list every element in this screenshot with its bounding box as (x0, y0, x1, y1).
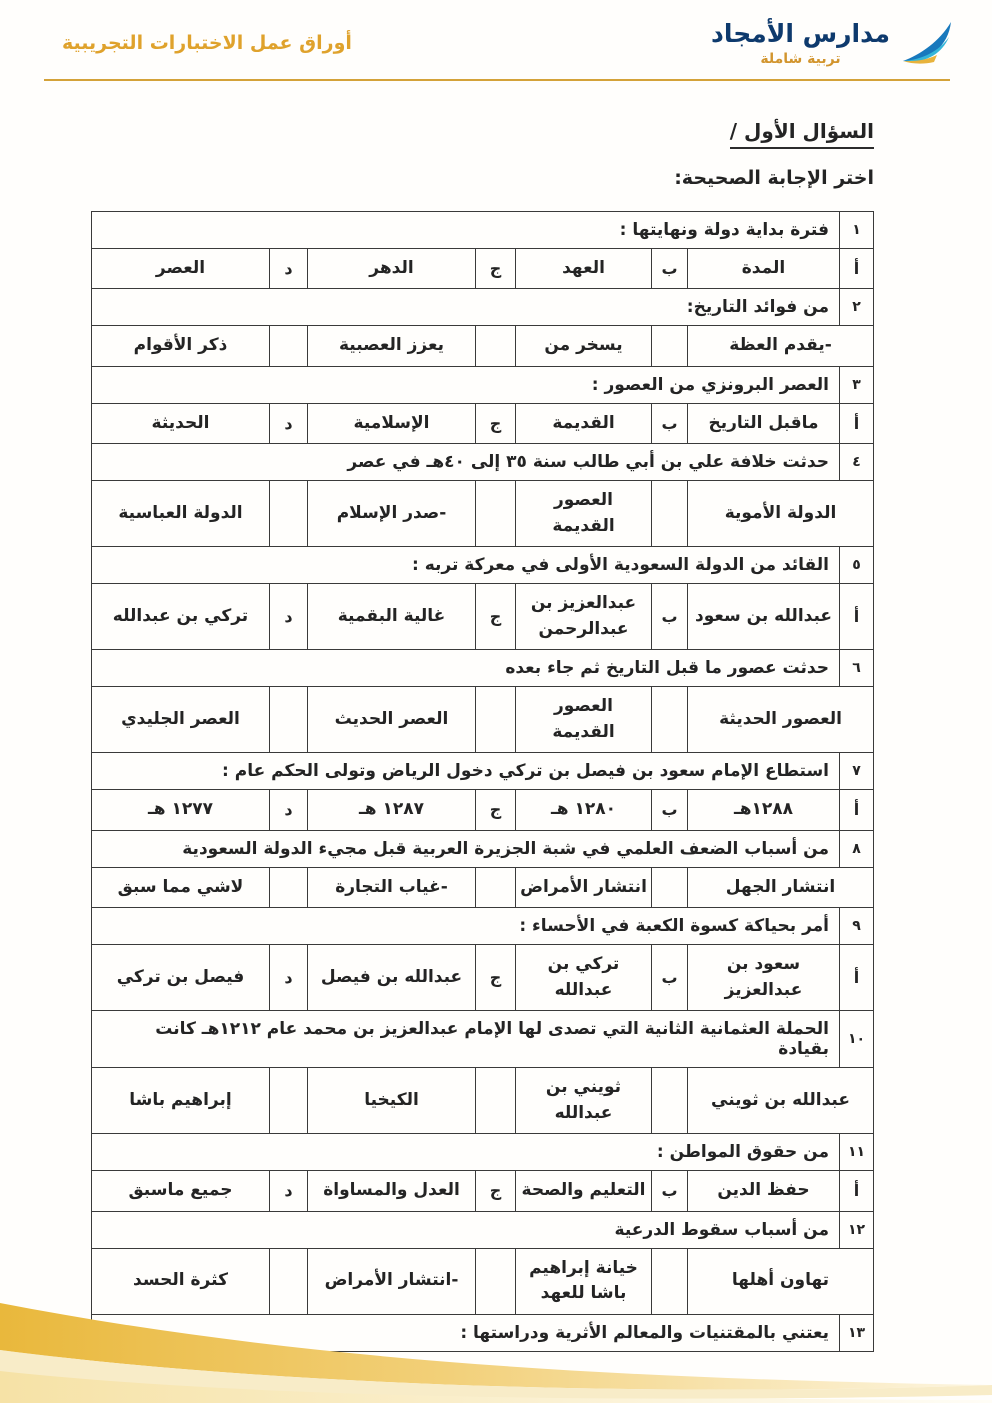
question-row (91, 650, 873, 687)
option-letter: ج (476, 403, 516, 444)
question-number: ٢ (840, 289, 874, 326)
option-letter: د (270, 248, 308, 289)
section-heading: السؤال الأول / (730, 119, 874, 149)
option-letter: ب (652, 1171, 688, 1212)
answers-row (91, 1068, 873, 1134)
option-text: عبدالعزيز بن عبدالرحمن (516, 584, 652, 650)
question-number: ٤ (840, 444, 874, 481)
option-text: التعليم والصحة (516, 1171, 652, 1212)
option-separator (270, 687, 308, 753)
option-letter: ب (652, 790, 688, 831)
option-text: العصر الجليدي (91, 687, 269, 753)
option-letter: أ (840, 945, 874, 1011)
option-separator (270, 867, 308, 908)
option-letter: ب (652, 945, 688, 1011)
answers-row (91, 481, 873, 547)
question-text: فترة بداية دولة ونهايتها : (91, 211, 839, 248)
question-number: ٥ (840, 547, 874, 584)
option-text: -غياب التجارة (308, 867, 476, 908)
question-row (91, 444, 873, 481)
school-tagline: تربية شاملة (760, 50, 841, 67)
question-row (91, 366, 873, 403)
option-text: جميع ماسبق (91, 1171, 269, 1212)
answers-row (91, 687, 873, 753)
option-text: لاشي مما سبق (91, 867, 269, 908)
option-text: -يقدم العظة (688, 326, 874, 367)
option-letter: ج (476, 1171, 516, 1212)
option-text: العدل والمساواة (308, 1171, 476, 1212)
answers-row (91, 326, 873, 367)
option-text: ١٢٨٧ هـ (308, 790, 476, 831)
question-row (91, 908, 873, 945)
option-text: خيانة إبراهيم باشا للعهد (516, 1248, 652, 1314)
question-row (91, 830, 873, 867)
footer-gold-wave-decoration (0, 1253, 992, 1403)
question-number: ١ (840, 211, 874, 248)
questions-table-body (91, 211, 873, 1351)
option-letter: ب (652, 248, 688, 289)
option-separator (652, 326, 688, 367)
question-text: من حقوق المواطن : (91, 1134, 839, 1171)
option-text: العصر (91, 248, 269, 289)
option-letter: د (270, 945, 308, 1011)
option-letter: د (270, 403, 308, 444)
question-number: ١٣ (840, 1314, 874, 1351)
question-number: ٦ (840, 650, 874, 687)
option-separator (476, 867, 516, 908)
answers-row (91, 403, 873, 444)
option-text: المدة (688, 248, 840, 289)
option-text: عبدالله بن ثويني (688, 1068, 874, 1134)
answers-row (91, 945, 873, 1011)
option-text: عبدالله بن سعود (688, 584, 840, 650)
option-text: العصر الحديث (308, 687, 476, 753)
option-text: فيصل بن تركي (91, 945, 269, 1011)
option-text: العصور الحديثة (688, 687, 874, 753)
question-number: ٨ (840, 830, 874, 867)
option-letter: ج (476, 790, 516, 831)
option-separator (476, 1068, 516, 1134)
option-separator (652, 1068, 688, 1134)
answers-row (91, 1171, 873, 1212)
option-separator (652, 687, 688, 753)
option-text: ماقبل التاريخ (688, 403, 840, 444)
question-text: أمر بحياكة كسوة الكعبة في الأحساء : (91, 908, 839, 945)
option-text: الحديثة (91, 403, 269, 444)
question-text: القائد من الدولة السعودية الأولى في معركة تربه : (91, 547, 839, 584)
option-letter: د (270, 790, 308, 831)
option-text: الكيخيا (308, 1068, 476, 1134)
question-number: ١٢ (840, 1211, 874, 1248)
question-row (91, 1134, 873, 1171)
option-text: تركي بن عبدالله (516, 945, 652, 1011)
option-text: العصور القديمة (516, 481, 652, 547)
question-row (91, 289, 873, 326)
option-letter: أ (840, 403, 874, 444)
questions-table (91, 211, 874, 1352)
instruction-text: اختر الإجابة الصحيحة: (674, 166, 874, 189)
option-letter: أ (840, 248, 874, 289)
option-text: يسخر من (516, 326, 652, 367)
option-text: -صدر الإسلام (308, 481, 476, 547)
option-text: العهد (516, 248, 652, 289)
question-number: ٧ (840, 753, 874, 790)
question-number: ٩ (840, 908, 874, 945)
question-text: من أسباب سقوط الدرعية (91, 1211, 839, 1248)
answers-row (91, 248, 873, 289)
option-text: يعزز العصبية (308, 326, 476, 367)
option-text: انتشار الجهل (688, 867, 874, 908)
option-text: إبراهيم باشا (91, 1068, 269, 1134)
option-text: انتشار الأمراض (516, 867, 652, 908)
question-text: الحملة العثمانية الثانية التي تصدى لها الإمام عبدالعزيز بن محمد عام ١٢١٢هـ كانت بقيادة (91, 1011, 839, 1068)
answers-row (91, 584, 873, 650)
school-logo (711, 20, 954, 67)
question-text: من أسباب الضعف العلمي في شبة الجزيرة العربية قبل مجيء الدولة السعودية (91, 830, 839, 867)
page-header (0, 0, 992, 71)
question-row (91, 1011, 873, 1068)
option-text: تهاون أهلها (688, 1248, 874, 1314)
answers-row (91, 790, 873, 831)
option-text: ١٢٧٧ هـ (91, 790, 269, 831)
option-text: ثويني بن عبدالله (516, 1068, 652, 1134)
option-text: الدولة الأموية (688, 481, 874, 547)
question-number: ١١ (840, 1134, 874, 1171)
option-text: الإسلامية (308, 403, 476, 444)
option-letter: ج (476, 248, 516, 289)
option-text: ١٢٨٨هـ (688, 790, 840, 831)
question-text: من فوائد التاريخ: (91, 289, 839, 326)
school-logo-text (711, 20, 890, 67)
option-separator (476, 687, 516, 753)
question-number: ٣ (840, 366, 874, 403)
question-number: ١٠ (840, 1011, 874, 1068)
option-text: كثرة الحسد (91, 1248, 269, 1314)
option-text: ١٢٨٠ هـ (516, 790, 652, 831)
question-text: يعتني بالمقتنيات والمعالم الأثرية ودراستها : (91, 1314, 839, 1351)
option-letter: ج (476, 584, 516, 650)
option-text: غالية البقمية (308, 584, 476, 650)
option-separator (476, 326, 516, 367)
option-text: العصور القديمة (516, 687, 652, 753)
worksheet-body (0, 81, 992, 1352)
sail-swoosh-icon (900, 20, 954, 66)
option-text: -انتشار الأمراض (308, 1248, 476, 1314)
option-text: الدولة العباسية (91, 481, 269, 547)
option-text: القديمة (516, 403, 652, 444)
option-letter: د (270, 1171, 308, 1212)
option-letter: د (270, 584, 308, 650)
option-letter: ج (476, 945, 516, 1011)
option-text: حفظ الدين (688, 1171, 840, 1212)
answers-row (91, 867, 873, 908)
option-text: تركي بن عبدالله (91, 584, 269, 650)
option-separator (652, 481, 688, 547)
option-letter: ب (652, 584, 688, 650)
document-title: أوراق عمل الاختبارات التجريبية (62, 32, 352, 55)
option-letter: أ (840, 1171, 874, 1212)
question-text: استطاع الإمام سعود بن فيصل بن تركي دخول الرياض وتولى الحكم عام : (91, 753, 839, 790)
option-letter: ب (652, 403, 688, 444)
option-text: عبدالله بن فيصل (308, 945, 476, 1011)
question-row (91, 1211, 873, 1248)
option-text: الدهر (308, 248, 476, 289)
option-letter: أ (840, 584, 874, 650)
option-separator (270, 1068, 308, 1134)
question-row (91, 753, 873, 790)
school-name: مدارس الأمجاد (711, 19, 890, 48)
option-text: ذكر الأقوام (91, 326, 269, 367)
option-letter: أ (840, 790, 874, 831)
option-text: سعود بن عبدالعزيز (688, 945, 840, 1011)
option-separator (476, 481, 516, 547)
question-text: حدثت خلافة علي بن أبي طالب سنة ٣٥ إلى ٤٠هـ في عصر (91, 444, 839, 481)
question-text: العصر البرونزي من العصور : (91, 366, 839, 403)
question-row (91, 547, 873, 584)
option-separator (652, 867, 688, 908)
option-separator (270, 326, 308, 367)
question-text: حدثت عصور ما قبل التاريخ ثم جاء بعده (91, 650, 839, 687)
option-separator (270, 481, 308, 547)
question-row (91, 211, 873, 248)
